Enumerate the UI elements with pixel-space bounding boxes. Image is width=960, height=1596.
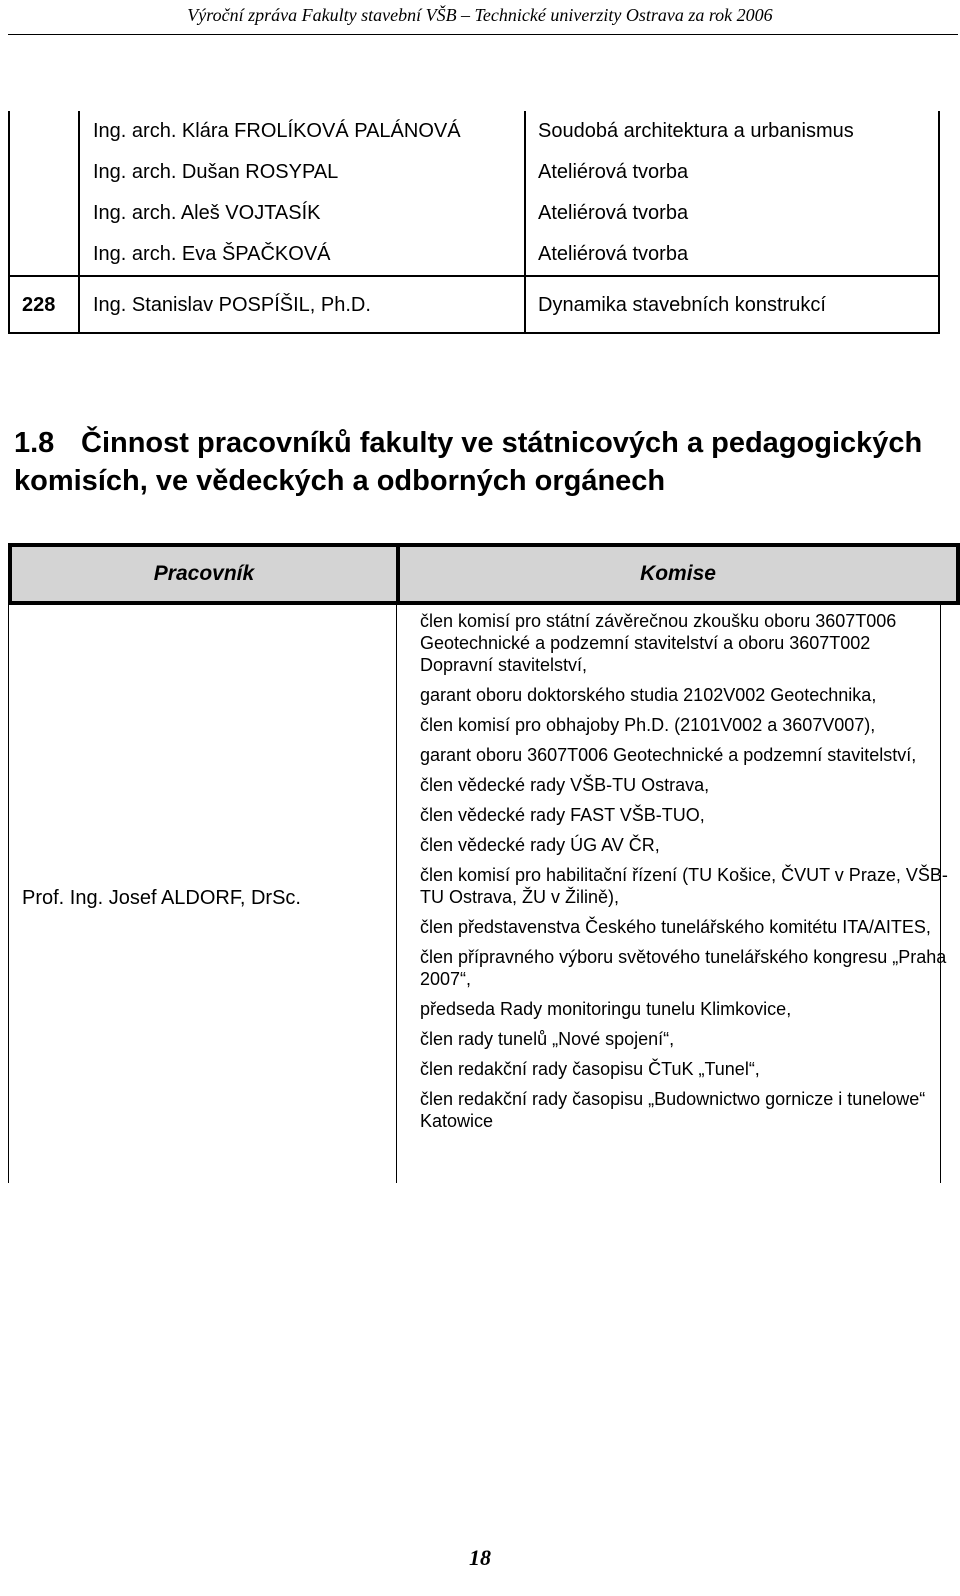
table-border-bottom — [8, 332, 940, 334]
table-row-name: Ing. Stanislav POSPÍŠIL, Ph.D. — [93, 294, 371, 316]
section-title: Činnost pracovníků fakulty ve státnicových a pedagogických komisích, ve vědeckých a odborných orgánech — [14, 427, 923, 497]
list-item: člen vědecké rady FAST VŠB-TUO, — [420, 805, 705, 825]
person-name: Prof. Ing. Josef ALDORF, DrSc. — [22, 887, 301, 909]
column-header-commission: Komise — [640, 562, 716, 585]
list-item: člen přípravného výboru světového tunelářského kongresu „Praha 2007“, — [420, 947, 947, 989]
komise-column-divider — [396, 605, 397, 1183]
komise-border-left — [8, 605, 9, 1183]
table-row-subject: Ateliérová tvorba — [538, 243, 689, 265]
staff-table — [8, 111, 958, 334]
list-item: člen komisí pro habilitační řízení (TU Košice, ČVUT v Praze, VŠB-TU Ostrava, ŽU v Žilině), — [420, 865, 948, 907]
list-item: garant oboru doktorského studia 2102V002 Geotechnika, — [420, 685, 877, 705]
column-header-worker: Pracovník — [153, 562, 255, 585]
list-item: člen komisí pro státní závěrečnou zkoušku oboru 3607T006 Geotechnické a podzemní stavitelství a oboru 3607T002 Dopravní stavitelství, — [420, 611, 897, 675]
table-row-name: Ing. arch. Aleš VOJTASÍK — [93, 202, 321, 224]
list-item: člen redakční rady časopisu ČTuK „Tunel“, — [420, 1059, 760, 1079]
list-item: člen redakční rady časopisu „Budownictwo gornicze i tunelowe“ Katowice — [420, 1089, 926, 1131]
list-item: člen vědecké rady VŠB-TU Ostrava, — [420, 775, 710, 795]
table-row-subject: Ateliérová tvorba — [538, 202, 689, 224]
list-item: člen rady tunelů „Nové spojení“, — [420, 1029, 675, 1049]
table-row-subject: Dynamika stavebních konstrukcí — [538, 294, 826, 316]
header-rule — [8, 34, 958, 35]
list-item: člen vědecké rady ÚG AV ČR, — [420, 835, 660, 855]
section-number: 1.8 — [14, 427, 55, 459]
table-row-subject: Soudobá architektura a urbanismus — [538, 120, 854, 142]
komise-table-header — [8, 543, 960, 605]
list-item: garant oboru 3607T006 Geotechnické a podzemní stavitelství, — [420, 745, 917, 765]
running-header: Výroční zpráva Fakulty stavební VŠB – Technické univerzity Ostrava za rok 2006 — [187, 5, 773, 25]
table-divider-number — [78, 111, 80, 334]
table-row-divider — [8, 275, 940, 277]
list-item: předseda Rady monitoringu tunelu Klimkovice, — [420, 999, 792, 1019]
table-row-name: Ing. arch. Dušan ROSYPAL — [93, 161, 339, 183]
list-item: člen představenstva Českého tunelářského komitétu ITA/AITES, — [420, 917, 931, 937]
table-row-name: Ing. arch. Eva ŠPAČKOVÁ — [93, 243, 331, 265]
table-row-subject: Ateliérová tvorba — [538, 161, 689, 183]
table-row-number: 228 — [22, 294, 56, 316]
section-heading — [14, 424, 954, 500]
table-row-name: Ing. arch. Klára FROLÍKOVÁ PALÁNOVÁ — [93, 120, 461, 142]
list-item: člen komisí pro obhajoby Ph.D. (2101V002 a 3607V007), — [420, 715, 876, 735]
page-number: 18 — [469, 1545, 491, 1570]
table-border-right — [938, 111, 940, 334]
roles-list — [420, 610, 948, 1140]
table-divider-subject — [524, 111, 526, 334]
table-border-left — [8, 111, 10, 334]
